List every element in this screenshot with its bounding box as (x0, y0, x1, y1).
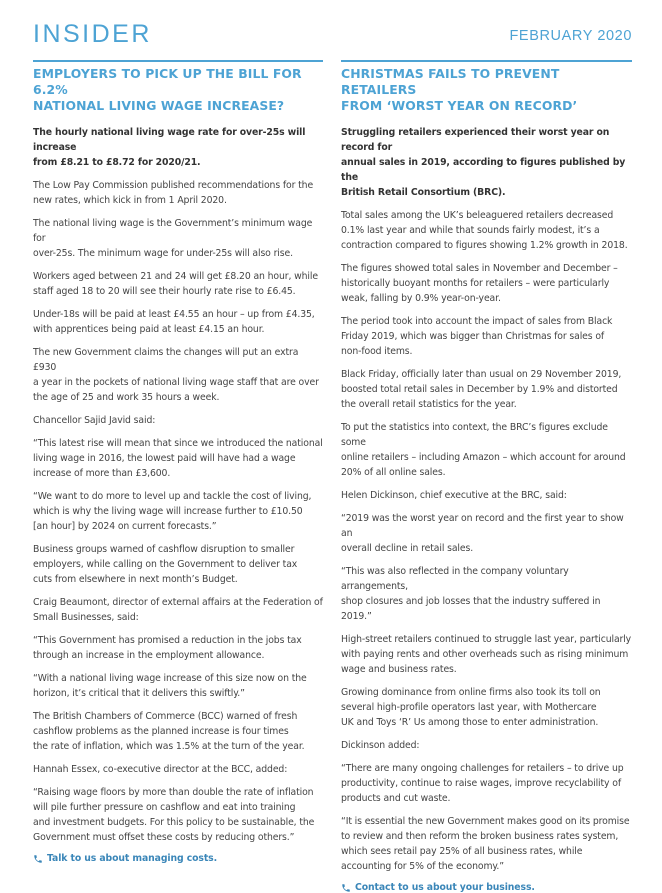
text-line: boosted total retail sales in December by 1.9% and distorted (341, 384, 618, 395)
text-line: non-food items. (341, 346, 413, 357)
article-paragraph (33, 633, 323, 663)
right-article (341, 66, 632, 893)
text-line: British Retail Consortium (BRC). (341, 187, 506, 198)
article-paragraph (341, 420, 632, 480)
text-line: online retailers – including Amazon – which account for around (341, 452, 626, 463)
text-line: “This Government has promised a reduction in the jobs tax (33, 635, 302, 646)
article-paragraph (341, 814, 632, 874)
article-paragraph (33, 595, 323, 625)
text-line: Under-18s will be paid at least £4.55 an hour – up from £4.35, (33, 309, 315, 320)
text-line: Helen Dickinson, chief executive at the BRC, said: (341, 490, 567, 501)
article-paragraph (33, 345, 323, 405)
text-line: Black Friday, officially later than usual on 29 November 2019, (341, 369, 622, 380)
article-paragraph (33, 542, 323, 587)
phone-icon (341, 883, 351, 893)
masthead-title: INSIDER (33, 20, 152, 48)
article-headline (341, 66, 632, 114)
left-column-rule (33, 60, 323, 62)
article-lead (33, 125, 323, 170)
text-line: The British Chambers of Commerce (BCC) warned of fresh (33, 711, 298, 722)
text-line: productivity, continue to raise wages, improve recyclability of (341, 778, 621, 789)
text-line: overall decline in retail sales. (341, 543, 474, 554)
text-line: products and cut waste. (341, 793, 451, 804)
text-line: to review and then reform the broken business rates system, (341, 831, 619, 842)
text-line: and investment budgets. For this policy to be sustainable, the (33, 817, 315, 828)
article-body (33, 178, 323, 845)
article-paragraph (33, 671, 323, 701)
text-line: Total sales among the UK’s beleaguered retailers decreased (341, 210, 614, 221)
article-paragraph (341, 632, 632, 677)
text-line: the rate of inflation, which was 1.5% at the turn of the year. (33, 741, 305, 752)
left-article (33, 66, 323, 864)
text-line: wage and business rates. (341, 664, 457, 675)
text-line: the overall retail statistics for the year. (341, 399, 517, 410)
text-line: will pile further pressure on cashflow and eat into training (33, 802, 296, 813)
text-line: historically buoyant months for retailers – were particularly (341, 278, 610, 289)
text-line: To put the statistics into context, the BRC’s figures exclude some (341, 422, 608, 448)
article-paragraph (341, 564, 632, 624)
cta-label: Talk to us about managing costs. (47, 853, 218, 864)
text-line: CHRISTMAS FAILS TO PREVENT RETAILERS (341, 66, 560, 97)
text-line: 20% of all online sales. (341, 467, 446, 478)
text-line: horizon, it’s critical that it delivers this swiftly.” (33, 688, 245, 699)
text-line: increase of more than £3,600. (33, 468, 171, 479)
text-line: Workers aged between 21 and 24 will get £8.20 an hour, while (33, 271, 318, 282)
text-line: High-street retailers continued to struggle last year, particularly (341, 634, 632, 645)
text-line: through an increase in the employment allowance. (33, 650, 265, 661)
article-paragraph (33, 785, 323, 845)
text-line: The Low Pay Commission published recommendations for the (33, 180, 314, 191)
text-line: shop closures and job losses that the industry suffered in 2019.” (341, 596, 601, 622)
article-paragraph (33, 269, 323, 299)
article-paragraph (341, 314, 632, 359)
text-line: Business groups warned of cashflow disruption to smaller (33, 544, 295, 555)
text-line: “It is essential the new Government makes good on its promise (341, 816, 630, 827)
cta-label: Contact to us about your business. (355, 882, 535, 893)
text-line: a year in the pockets of national living wage staff that are over (33, 377, 319, 388)
text-line: “We want to do more to level up and tackle the cost of living, (33, 491, 312, 502)
text-line: cashflow problems as the planned increase is four times (33, 726, 289, 737)
text-line: “There are many ongoing challenges for retailers – to drive up (341, 763, 624, 774)
text-line: living wage in 2016, the lowest paid will have had a wage (33, 453, 296, 464)
article-paragraph (341, 685, 632, 730)
text-line: from £8.21 to £8.72 for 2020/21. (33, 157, 201, 168)
article-paragraph (33, 709, 323, 754)
text-line: “This was also reflected in the company voluntary arrangements, (341, 566, 569, 592)
text-line: [an hour] by 2024 on current forecasts.” (33, 521, 217, 532)
article-paragraph (33, 413, 323, 428)
text-line: which sees retail pay 25% of all business rates, while (341, 846, 583, 857)
text-line: cuts from elsewhere in next month’s Budget. (33, 574, 238, 585)
article-lead (341, 125, 632, 200)
text-line: Chancellor Sajid Javid said: (33, 415, 156, 426)
text-line: UK and Toys ‘R’ Us among those to enter administration. (341, 717, 599, 728)
text-line: NATIONAL LIVING WAGE INCREASE? (33, 98, 285, 113)
text-line: The new Government claims the changes will put an extra £930 (33, 347, 299, 373)
text-line: 0.1% last year and while that sounds fairly modest, it’s a (341, 225, 600, 236)
text-line: contraction compared to figures showing 1.2% growth in 2018. (341, 240, 628, 251)
text-line: which is why the living wage will increase further to £10.50 (33, 506, 303, 517)
text-line: over-25s. The minimum wage for under-25s will also rise. (33, 248, 293, 259)
text-line: EMPLOYERS TO PICK UP THE BILL FOR 6.2% (33, 66, 302, 97)
text-line: Small Businesses, said: (33, 612, 139, 623)
article-paragraph (33, 436, 323, 481)
text-line: Growing dominance from online firms also took its toll on (341, 687, 601, 698)
text-line: “Raising wage floors by more than double the rate of inflation (33, 787, 314, 798)
text-line: with paying rents and other overheads such as rising minimum (341, 649, 629, 660)
issue-date: FEBRUARY 2020 (509, 28, 632, 44)
article-paragraph (341, 208, 632, 253)
text-line: The figures showed total sales in November and December – (341, 263, 618, 274)
text-line: accounting for 5% of the economy.” (341, 861, 504, 872)
article-paragraph (33, 762, 323, 777)
contact-us-link[interactable] (341, 882, 632, 893)
phone-icon (33, 854, 43, 864)
text-line: Hannah Essex, co-executive director at the BCC, added: (33, 764, 288, 775)
article-paragraph (341, 511, 632, 556)
text-line: FROM ‘WORST YEAR ON RECORD’ (341, 98, 578, 113)
text-line: “This latest rise will mean that since we introduced the national (33, 438, 323, 449)
article-paragraph (33, 216, 323, 261)
article-paragraph (341, 367, 632, 412)
talk-to-us-link[interactable] (33, 853, 323, 864)
text-line: Government must offset these costs by reducing others.” (33, 832, 295, 843)
text-line: annual sales in 2019, according to figures published by the (341, 157, 626, 183)
text-line: The hourly national living wage rate for over-25s will increase (33, 127, 306, 153)
text-line: weak, falling by 0.9% year-on-year. (341, 293, 501, 304)
article-paragraph (33, 489, 323, 534)
right-column-rule (341, 60, 632, 62)
article-body (341, 208, 632, 874)
article-paragraph (33, 178, 323, 208)
text-line: Friday 2019, which was bigger than Christmas for sales of (341, 331, 605, 342)
text-line: employers, while calling on the Government to deliver tax (33, 559, 298, 570)
text-line: Struggling retailers experienced their worst year on record for (341, 127, 610, 153)
text-line: staff aged 18 to 20 will see their hourly rate rise to £6.45. (33, 286, 296, 297)
article-paragraph (341, 488, 632, 503)
article-paragraph (341, 261, 632, 306)
text-line: Craig Beaumont, director of external affairs at the Federation of (33, 597, 323, 608)
article-paragraph (341, 761, 632, 806)
text-line: with apprentices being paid at least £4.15 an hour. (33, 324, 265, 335)
text-line: The period took into account the impact of sales from Black (341, 316, 613, 327)
text-line: Dickinson added: (341, 740, 420, 751)
article-paragraph (341, 738, 632, 753)
text-line: new rates, which kick in from 1 April 2020. (33, 195, 227, 206)
text-line: The national living wage is the Government’s minimum wage for (33, 218, 313, 244)
article-headline (33, 66, 323, 114)
text-line: “2019 was the worst year on record and the first year to show an (341, 513, 624, 539)
text-line: the age of 25 and work 35 hours a week. (33, 392, 220, 403)
text-line: several high-profile operators last year, with Mothercare (341, 702, 597, 713)
text-line: “With a national living wage increase of this size now on the (33, 673, 307, 684)
article-paragraph (33, 307, 323, 337)
